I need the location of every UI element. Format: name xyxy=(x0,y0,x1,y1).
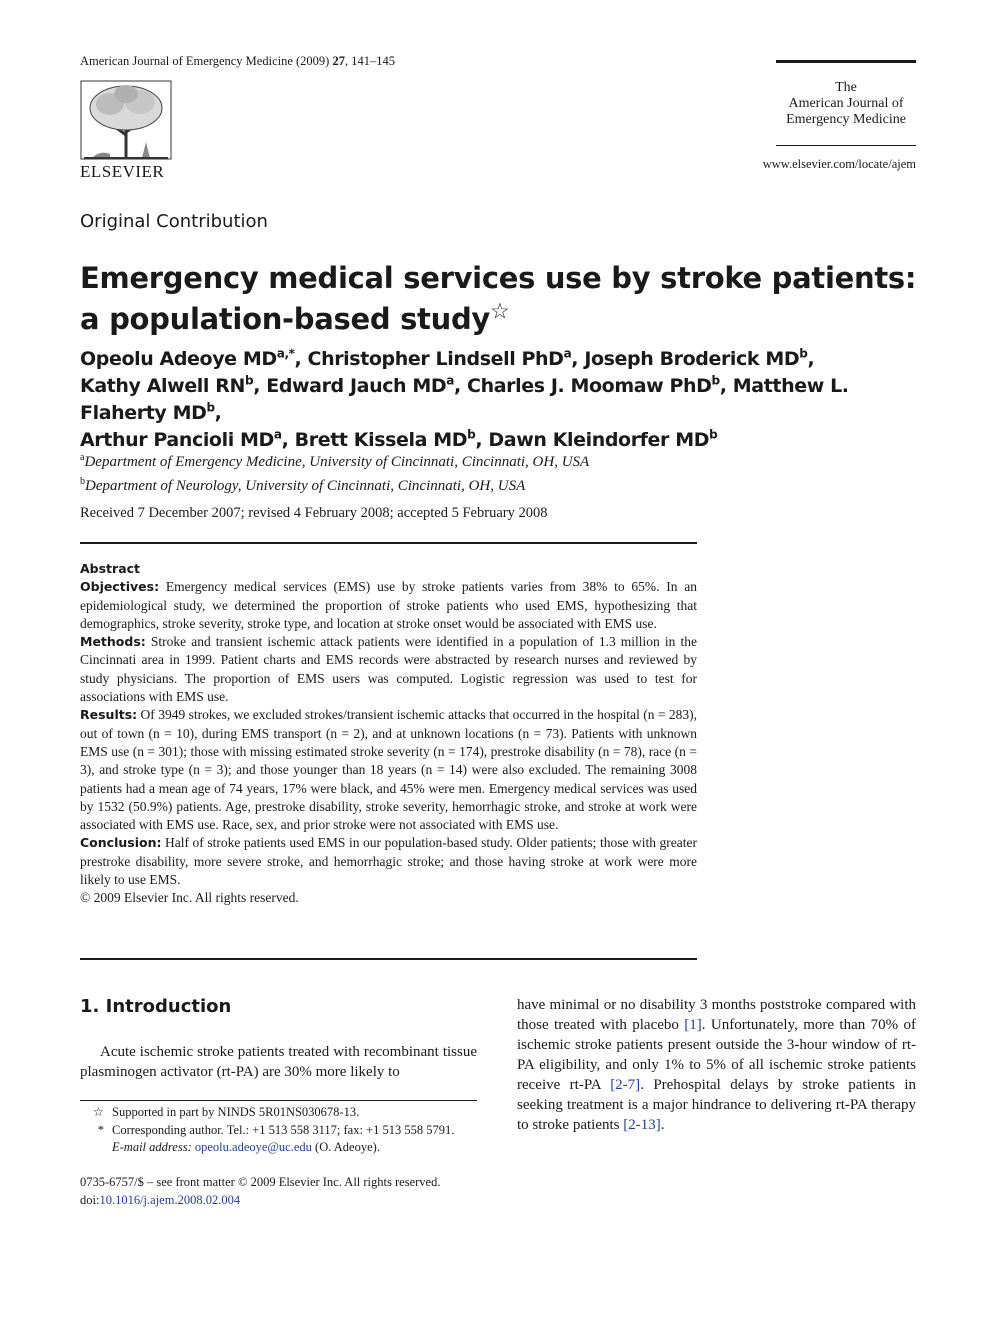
title-line: a population-based study xyxy=(80,302,491,336)
intro-left-text xyxy=(80,1042,477,1082)
objectives-label: Objectives: xyxy=(80,579,160,595)
author-name: Matthew L. Flaherty MD xyxy=(80,375,849,424)
journal-citation xyxy=(80,54,395,69)
affiliation xyxy=(80,448,589,472)
author-name: Dawn Kleindorfer MD xyxy=(488,429,710,451)
journal-name xyxy=(776,80,916,128)
email-link[interactable]: opeolu.adeoye@uc.edu xyxy=(194,1140,312,1154)
intro-heading: 1. Introduction xyxy=(80,996,232,1017)
author-separator: , xyxy=(281,429,295,451)
affiliation-mark: a xyxy=(80,452,85,463)
affiliation-text: Department of Neurology, University of Cincinnati, Cincinnati, OH, USA xyxy=(85,478,526,494)
abstract-methods xyxy=(80,633,697,706)
intro-paragraph: Acute ischemic stroke patients treated with recombinant tissue plasminogen activator (rt-PA) are 30% more likely to xyxy=(80,1044,477,1080)
footnote-text: Corresponding author. Tel.: +1 513 558 3117; fax: +1 513 558 5791. xyxy=(112,1122,455,1137)
abstract-objectives xyxy=(80,578,697,633)
citation-pages: , 141–145 xyxy=(344,54,395,68)
doi-line xyxy=(80,1192,480,1210)
title-line: Emergency medical services use by stroke patients: xyxy=(80,261,917,295)
author-affil-mark[interactable]: a xyxy=(563,346,572,361)
reference-link[interactable]: [1] xyxy=(684,1017,702,1033)
footnote-star-icon: ☆ xyxy=(92,1105,104,1119)
abstract-rule-top xyxy=(80,542,697,544)
results-text: Of 3949 strokes, we excluded strokes/transient ischemic attacks that occurred in the hospital (n = 283), out of town (n = 10), during EMS transport (n = 2), and at unknown locations (n = 73). Patients with unknown EMS use (n = 301); those with missing estimated stroke severity (n = 174), prestroke disability (n = 78), race (n = 3), and stroke type (n = 3); and those younger than 18 years (n = 14) were also excluded. The remaining 3008 patients had a mean age of 74 years, 17% were black, and 45% were men. Emergency medical services was used by 1532 (50.9%) patients. Age, prestroke disability, stroke severity, hemorrhagic stroke, and stroke at work were associated with EMS use. Race, sex, and prior stroke were not associated with EMS use. xyxy=(80,707,697,833)
abstract-copyright: © 2009 Elsevier Inc. All rights reserved. xyxy=(80,890,299,906)
footnote-rule xyxy=(80,1100,477,1101)
article-dates: Received 7 December 2007; revised 4 February 2008; accepted 5 February 2008 xyxy=(80,505,548,521)
author-affil-mark[interactable]: b xyxy=(467,427,476,442)
author-name: Christopher Lindsell PhD xyxy=(307,348,564,370)
author-separator: , xyxy=(571,348,585,370)
issn-line: 0735-6757/$ – see front matter © 2009 Elsevier Inc. All rights reserved. xyxy=(80,1175,441,1189)
intro-paragraph-continued xyxy=(517,995,916,1135)
conclusion-text: Half of stroke patients used EMS in our population-based study. Older patients; those with greater prestroke disability, more severe stroke, and hemorrhagic stroke; and those having stroke at work were more likely to use EMS. xyxy=(80,835,697,888)
author-affil-mark[interactable]: b xyxy=(244,373,254,388)
author-separator: , xyxy=(719,375,733,397)
email-label: E-mail address: xyxy=(112,1140,192,1154)
article-title xyxy=(80,258,920,340)
intro-text-segment: . Prehospital delays by stroke patients in seeking treatment is a major hindrance to delivering rt-PA therapy to stroke patients xyxy=(517,1077,917,1133)
author-affil-mark[interactable]: b xyxy=(709,427,718,442)
author-name: Charles J. Moomaw PhD xyxy=(467,375,712,397)
doi-label: doi: xyxy=(80,1192,100,1207)
reference-link[interactable]: [2-7] xyxy=(610,1077,641,1093)
author-affil-mark[interactable]: b xyxy=(799,346,808,361)
journal-name-line: Emergency Medicine xyxy=(786,112,906,127)
journal-rule-top xyxy=(776,60,916,63)
footnote-support xyxy=(80,1104,477,1122)
intro-right-text xyxy=(517,995,916,1135)
footnote-text: Supported in part by NINDS 5R01NS030678-13. xyxy=(112,1105,360,1119)
author-affil-mark[interactable]: a xyxy=(446,373,454,388)
objectives-text: Emergency medical services (EMS) use by stroke patients varies from 38% to 65%. In an epidemiological study, we determined the proportion of stroke patients who used EMS, hypothesizing that demographics, stroke severity, stroke type, and location at stroke onset would be associated with EMS use. xyxy=(80,579,697,631)
author-name: Brett Kissela MD xyxy=(294,429,468,451)
citation-journal: American Journal of Emergency Medicine (2009) xyxy=(80,54,333,68)
journal-name-line: American Journal of xyxy=(788,96,904,111)
author-name: Arthur Pancioli MD xyxy=(80,429,274,451)
conclusion-label: Conclusion: xyxy=(80,835,162,851)
abstract-results xyxy=(80,706,697,834)
abstract-rule-bottom xyxy=(80,958,697,960)
intro-text-segment: . Unfortunately, more than 70% of ischemic stroke patients present outside the 3-hour window of rt-PA eligibility, and only 1% to 5% of all ischemic stroke patients receive rt-PA xyxy=(517,1017,916,1093)
author-line xyxy=(80,373,925,427)
author-line xyxy=(80,346,925,373)
citation-volume: 27 xyxy=(332,54,345,68)
author-affil-mark[interactable]: a xyxy=(273,427,282,442)
author-separator: , xyxy=(475,429,489,451)
author-separator: , xyxy=(253,375,267,397)
methods-text: Stroke and transient ischemic attack patients were identified in a population of 1.3 million in the Cincinnati area in 1999. Patient charts and EMS records were abstracted by research nurses and reviewed by study physicians. The proportion of EMS users was computed. Logistic regression was used to test for associations with EMS use. xyxy=(80,634,697,705)
front-matter-notes xyxy=(80,1174,480,1209)
abstract-heading: Abstract xyxy=(80,561,141,576)
author-separator: , xyxy=(294,348,308,370)
section-type: Original Contribution xyxy=(80,211,268,232)
results-label: Results: xyxy=(80,707,138,723)
reference-link[interactable]: [2-13] xyxy=(623,1117,661,1133)
elsevier-wordmark: ELSEVIER xyxy=(80,162,165,181)
affiliation xyxy=(80,472,589,496)
journal-url[interactable]: www.elsevier.com/locate/ajem xyxy=(762,157,916,171)
author-name: Joseph Broderick MD xyxy=(584,348,800,370)
email-suffix: (O. Adeoye). xyxy=(311,1140,380,1154)
footnote-corresponding xyxy=(80,1122,477,1140)
elsevier-logo xyxy=(80,80,172,180)
intro-text-segment: have minimal or no disability 3 months poststroke compared with those treated with placebo xyxy=(517,997,916,1033)
author-affil-mark[interactable]: a,* xyxy=(276,346,295,361)
affiliation-text: Department of Emergency Medicine, University of Cincinnati, Cincinnati, OH, USA xyxy=(84,454,590,470)
affiliation-mark: b xyxy=(80,476,85,487)
elsevier-tree-icon xyxy=(80,80,172,162)
author-affil-mark[interactable]: b xyxy=(711,373,720,388)
journal-rule-bottom xyxy=(776,145,916,146)
footnote-email xyxy=(80,1139,477,1157)
methods-label: Methods: xyxy=(80,634,146,650)
author-name: Kathy Alwell RN xyxy=(80,375,245,397)
author-name: Edward Jauch MD xyxy=(266,375,447,397)
abstract xyxy=(80,560,697,908)
abstract-conclusion xyxy=(80,834,697,889)
author-separator: , xyxy=(214,402,222,424)
affiliations xyxy=(80,448,589,496)
footnote-asterisk: * xyxy=(97,1122,104,1137)
author-separator: , xyxy=(453,375,468,397)
title-footnote-star-icon[interactable]: ☆ xyxy=(490,299,510,325)
intro-text-segment: . xyxy=(660,1117,665,1133)
journal-name-line: The xyxy=(835,80,857,95)
author-affil-mark[interactable]: b xyxy=(206,400,215,415)
doi-link[interactable]: 10.1016/j.ajem.2008.02.004 xyxy=(99,1192,241,1207)
author-separator: , xyxy=(807,348,815,370)
author-name: Opeolu Adeoye MD xyxy=(80,348,277,370)
footnotes xyxy=(80,1104,477,1157)
author-list xyxy=(80,346,925,454)
